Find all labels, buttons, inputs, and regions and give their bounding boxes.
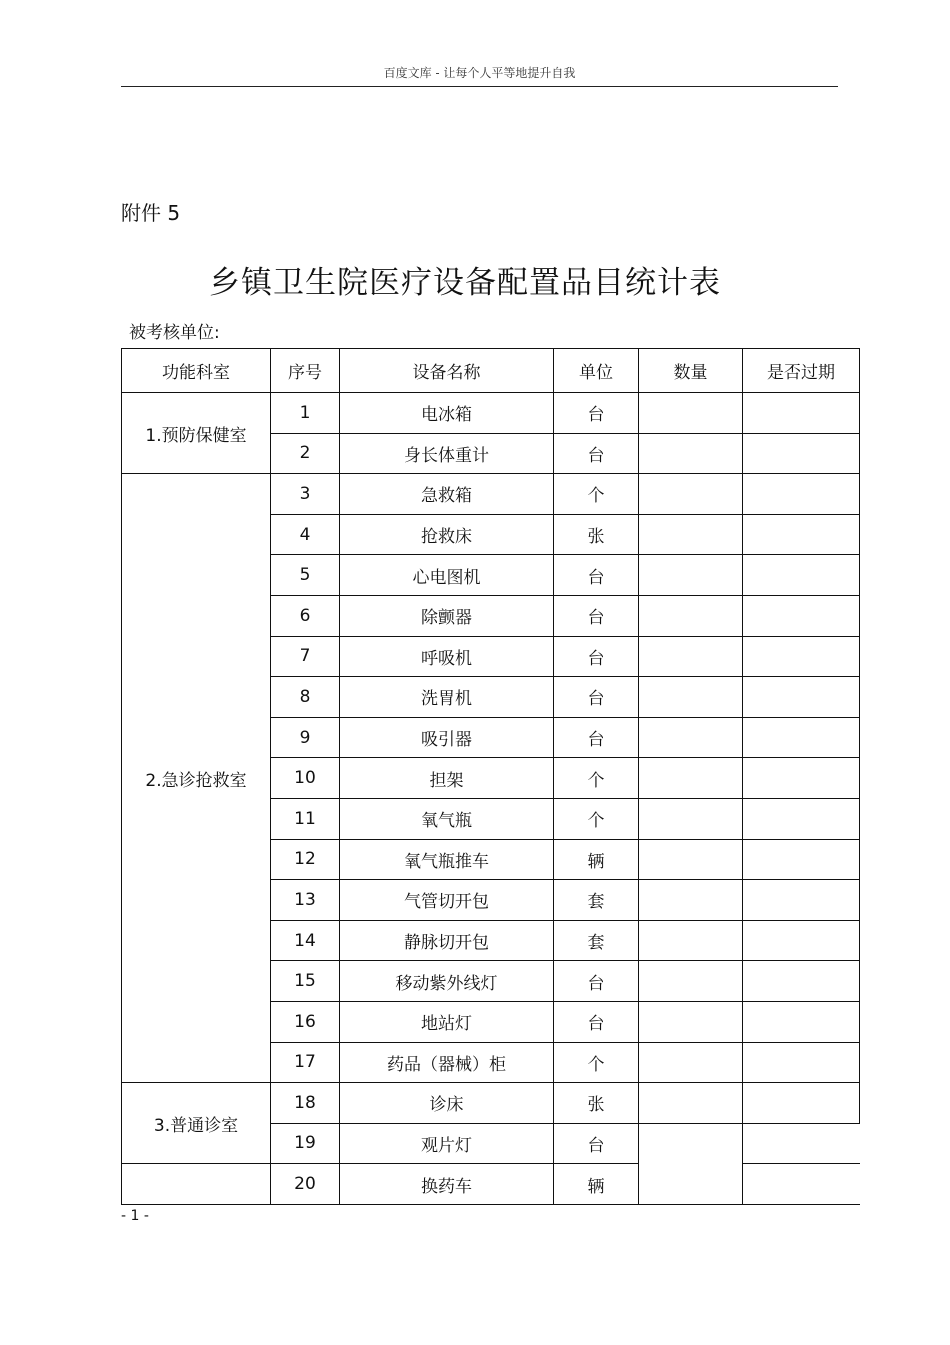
expired-cell[interactable] bbox=[743, 433, 860, 474]
page-header: 百度文库 - 让每个人平等地提升自我 bbox=[383, 66, 576, 80]
equipment-table bbox=[121, 348, 860, 1205]
expired-cell[interactable] bbox=[743, 595, 860, 636]
column-header: 单位 bbox=[554, 349, 639, 393]
serial-cell: 11 bbox=[271, 798, 340, 839]
expired-cell[interactable] bbox=[743, 393, 860, 434]
quantity-cell[interactable] bbox=[639, 677, 743, 718]
quantity-cell[interactable] bbox=[639, 1123, 743, 1164]
column-header: 设备名称 bbox=[340, 349, 554, 393]
quantity-cell[interactable] bbox=[639, 636, 743, 677]
unit-cell: 张 bbox=[554, 1083, 639, 1124]
serial-cell: 2 bbox=[271, 433, 340, 474]
department-cell: 1.预防保健室 bbox=[122, 393, 271, 474]
expired-cell[interactable] bbox=[743, 474, 860, 515]
unit-cell: 台 bbox=[554, 1123, 639, 1164]
quantity-cell[interactable] bbox=[639, 393, 743, 434]
expired-cell[interactable] bbox=[743, 798, 860, 839]
expired-cell[interactable] bbox=[743, 1001, 860, 1042]
expired-cell[interactable] bbox=[743, 636, 860, 677]
serial-cell: 14 bbox=[271, 920, 340, 961]
expired-cell[interactable] bbox=[743, 1042, 860, 1083]
equipment-name-cell: 洗胃机 bbox=[340, 677, 554, 718]
serial-cell: 15 bbox=[271, 961, 340, 1002]
department-cell-empty bbox=[122, 1164, 271, 1205]
equipment-name-cell: 吸引器 bbox=[340, 717, 554, 758]
document-title: 乡镇卫生院医疗设备配置品目统计表 bbox=[209, 265, 721, 301]
unit-cell: 台 bbox=[554, 677, 639, 718]
quantity-cell[interactable] bbox=[639, 839, 743, 880]
serial-cell: 5 bbox=[271, 555, 340, 596]
serial-cell: 10 bbox=[271, 758, 340, 799]
quantity-cell[interactable] bbox=[639, 474, 743, 515]
serial-cell: 7 bbox=[271, 636, 340, 677]
serial-cell: 8 bbox=[271, 677, 340, 718]
expired-cell[interactable] bbox=[743, 1164, 860, 1205]
equipment-name-cell: 静脉切开包 bbox=[340, 920, 554, 961]
table-row bbox=[122, 393, 860, 434]
column-header: 是否过期 bbox=[743, 349, 860, 393]
quantity-cell[interactable] bbox=[639, 758, 743, 799]
expired-cell[interactable] bbox=[743, 514, 860, 555]
table-row bbox=[122, 1083, 860, 1124]
department-cell: 2.急诊抢救室 bbox=[122, 474, 271, 1083]
unit-cell: 张 bbox=[554, 514, 639, 555]
expired-cell[interactable] bbox=[743, 758, 860, 799]
equipment-name-cell: 氧气瓶推车 bbox=[340, 839, 554, 880]
quantity-cell[interactable] bbox=[639, 798, 743, 839]
quantity-cell[interactable] bbox=[639, 961, 743, 1002]
department-cell: 3.普通诊室 bbox=[122, 1083, 271, 1164]
serial-cell: 1 bbox=[271, 393, 340, 434]
unit-cell: 个 bbox=[554, 1042, 639, 1083]
expired-cell[interactable] bbox=[743, 961, 860, 1002]
unit-cell: 台 bbox=[554, 636, 639, 677]
serial-cell: 17 bbox=[271, 1042, 340, 1083]
expired-cell[interactable] bbox=[743, 920, 860, 961]
serial-cell: 19 bbox=[271, 1123, 340, 1164]
quantity-cell[interactable] bbox=[639, 920, 743, 961]
equipment-name-cell: 急救箱 bbox=[340, 474, 554, 515]
table-header-row bbox=[122, 349, 860, 393]
unit-cell: 台 bbox=[554, 393, 639, 434]
equipment-name-cell: 观片灯 bbox=[340, 1123, 554, 1164]
quantity-cell[interactable] bbox=[639, 1042, 743, 1083]
attachment-label: 附件 5 bbox=[121, 201, 181, 225]
serial-cell: 6 bbox=[271, 595, 340, 636]
equipment-name-cell: 心电图机 bbox=[340, 555, 554, 596]
expired-cell[interactable] bbox=[743, 717, 860, 758]
equipment-name-cell: 移动紫外线灯 bbox=[340, 961, 554, 1002]
table-row bbox=[122, 1164, 860, 1205]
quantity-cell[interactable] bbox=[639, 595, 743, 636]
quantity-cell[interactable] bbox=[639, 1083, 743, 1124]
equipment-name-cell: 地站灯 bbox=[340, 1001, 554, 1042]
expired-cell[interactable] bbox=[743, 1083, 860, 1124]
equipment-name-cell: 诊床 bbox=[340, 1083, 554, 1124]
serial-cell: 4 bbox=[271, 514, 340, 555]
quantity-cell[interactable] bbox=[639, 433, 743, 474]
equipment-name-cell: 抢救床 bbox=[340, 514, 554, 555]
equipment-name-cell: 气管切开包 bbox=[340, 880, 554, 921]
equipment-name-cell: 电冰箱 bbox=[340, 393, 554, 434]
unit-cell: 个 bbox=[554, 758, 639, 799]
column-header: 数量 bbox=[639, 349, 743, 393]
unit-cell: 台 bbox=[554, 961, 639, 1002]
unit-cell: 套 bbox=[554, 920, 639, 961]
serial-cell: 18 bbox=[271, 1083, 340, 1124]
equipment-name-cell: 除颤器 bbox=[340, 595, 554, 636]
unit-cell: 辆 bbox=[554, 1164, 639, 1205]
quantity-cell[interactable] bbox=[639, 555, 743, 596]
equipment-name-cell: 身长体重计 bbox=[340, 433, 554, 474]
expired-cell[interactable] bbox=[743, 880, 860, 921]
unit-cell: 辆 bbox=[554, 839, 639, 880]
page-number: - 1 - bbox=[121, 1208, 149, 1224]
serial-cell: 20 bbox=[271, 1164, 340, 1205]
expired-cell[interactable] bbox=[743, 839, 860, 880]
unit-cell: 套 bbox=[554, 880, 639, 921]
serial-cell: 12 bbox=[271, 839, 340, 880]
quantity-cell[interactable] bbox=[639, 1164, 743, 1205]
unit-cell: 台 bbox=[554, 555, 639, 596]
unit-cell: 台 bbox=[554, 433, 639, 474]
table-row bbox=[122, 474, 860, 515]
quantity-cell[interactable] bbox=[639, 717, 743, 758]
unit-cell: 台 bbox=[554, 717, 639, 758]
unit-cell: 台 bbox=[554, 1001, 639, 1042]
quantity-cell[interactable] bbox=[639, 514, 743, 555]
unit-cell: 个 bbox=[554, 798, 639, 839]
equipment-name-cell: 氧气瓶 bbox=[340, 798, 554, 839]
column-header: 序号 bbox=[271, 349, 340, 393]
expired-cell[interactable] bbox=[743, 555, 860, 596]
equipment-name-cell: 药品（器械）柜 bbox=[340, 1042, 554, 1083]
column-header: 功能科室 bbox=[122, 349, 271, 393]
unit-cell: 个 bbox=[554, 474, 639, 515]
quantity-cell[interactable] bbox=[639, 880, 743, 921]
serial-cell: 9 bbox=[271, 717, 340, 758]
expired-cell[interactable] bbox=[743, 677, 860, 718]
expired-cell[interactable] bbox=[743, 1123, 860, 1164]
quantity-cell[interactable] bbox=[639, 1001, 743, 1042]
serial-cell: 3 bbox=[271, 474, 340, 515]
equipment-name-cell: 换药车 bbox=[340, 1164, 554, 1205]
serial-cell: 13 bbox=[271, 880, 340, 921]
header-rule bbox=[121, 86, 838, 87]
unit-cell: 台 bbox=[554, 595, 639, 636]
equipment-name-cell: 担架 bbox=[340, 758, 554, 799]
serial-cell: 16 bbox=[271, 1001, 340, 1042]
equipment-name-cell: 呼吸机 bbox=[340, 636, 554, 677]
unit-label: 被考核单位: bbox=[129, 323, 220, 343]
